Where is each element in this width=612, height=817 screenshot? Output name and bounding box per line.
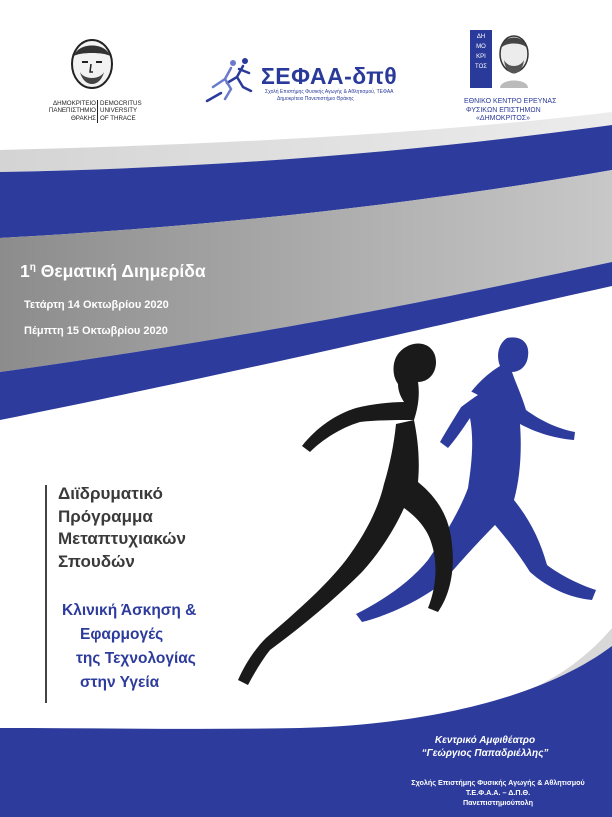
school-line-1: Σχολής Επιστήμης Φυσικής Αγωγής & Αθλητισμού [411, 778, 585, 787]
program-subject: Κλινική Άσκηση & Εφαρμογές της Τεχνολογίας στην Υγεία [62, 602, 197, 691]
sefaa-title: ΣΕΦΑΑ-δπθ [261, 63, 398, 89]
svg-text:ΤΟΣ: ΤΟΣ [475, 64, 487, 70]
svg-text:ΚΡΙ: ΚΡΙ [476, 54, 486, 60]
svg-text:ΜΟ: ΜΟ [476, 44, 486, 50]
duth-logo [48, 34, 142, 124]
duth-name-greek: ΔΗΜΟΚΡΙΤΕΙΟ ΠΑΝΕΠΙΣΤΗΜΙΟ ΘΡΑΚΗΣ [48, 100, 96, 122]
school-line-2: Τ.Ε.Φ.Α.Α. – Δ.Π.Θ. [465, 788, 531, 797]
demokritos-badge [470, 30, 492, 88]
duth-name-english: DEMOCRITUS UNIVERSITY OF THRACE [100, 100, 142, 122]
event-date-2: Πέμπτη 15 Οκτωβρίου 2020 [24, 325, 168, 337]
program-title: Διϊδρυματικό Πρόγραμμα Μεταπτυχιακών Σπουδών [58, 484, 186, 571]
venue-line-2: “Γεώργιος Παπαδριέλλης” [421, 748, 549, 759]
democritus-bust-icon [494, 30, 534, 88]
event-number: 1 [20, 261, 30, 281]
svg-text:ΔΗ: ΔΗ [476, 34, 486, 40]
event-date-1: Τετάρτη 14 Οκτωβρίου 2020 [24, 299, 169, 311]
sefaa-subtitle-2: Δημοκρίτειο Πανεπιστήμιο Θράκης [277, 96, 354, 102]
school-address [390, 778, 606, 808]
venue-line-1: Κεντρικό Αμφιθέατρο [434, 735, 536, 746]
event-title-text: Θεματική Διημερίδα [40, 261, 206, 281]
demokritos-name: ΕΘΝΙΚΟ ΚΕΝΤΡΟ ΕΡΕΥΝΑΣ ΦΥΣΙΚΩΝ ΕΠΙΣΤΗΜΩΝ «ΔΗΜΟΚΡΙΤΟΣ» [464, 98, 557, 123]
black-runner [238, 344, 453, 685]
runners-illustration [238, 337, 596, 685]
sefaa-logo [205, 55, 415, 110]
democritus-head-icon [60, 34, 124, 98]
event-superscript: η [29, 262, 36, 274]
duth-divider [97, 100, 98, 123]
demokritos-logo [464, 30, 590, 125]
venue [400, 734, 570, 760]
event-title [20, 261, 206, 282]
school-line-3: Πανεπιστημιούπολη [462, 798, 534, 807]
sefaa-subtitle-1: Σχολή Επιστήμης Φυσικής Αγωγής & Αθλητισμού, ΤΕΦΑΑ [265, 89, 394, 95]
running-figures-icon [205, 55, 265, 105]
program-divider [45, 485, 47, 703]
